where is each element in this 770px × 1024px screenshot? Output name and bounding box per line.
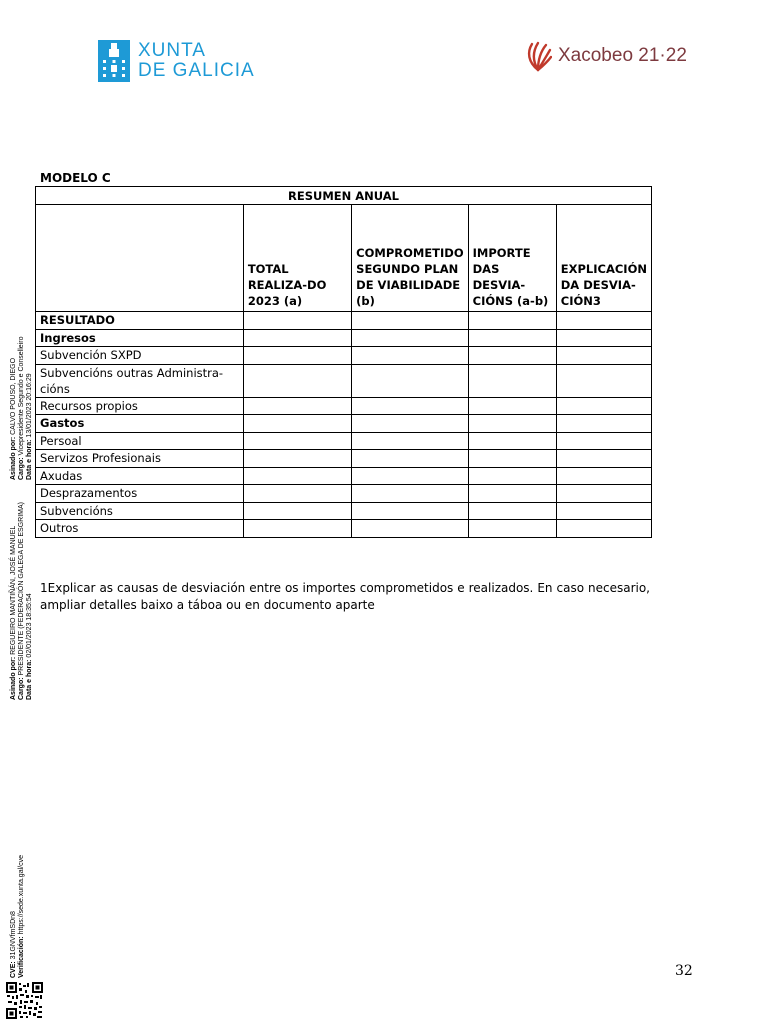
cve-label: CVE: <box>10 961 17 978</box>
signer-role: PRESIDENTE (FEDERACIÓN GALEGA DE ESGRIMA) <box>18 502 25 676</box>
table-row <box>36 397 652 415</box>
scallop-shell-icon <box>524 40 552 72</box>
table-cell <box>556 467 651 485</box>
signature-line <box>26 502 34 700</box>
table-cell <box>468 485 556 503</box>
table-cell <box>352 397 468 415</box>
xacobeo-wordmark: Xacobeo 21·22 <box>558 45 687 66</box>
row-label-outros: Outros <box>36 520 244 538</box>
column-header-committed: COMPROMETIDO SEGUNDO PLAN DE VIABILIDADE (b) <box>352 205 468 312</box>
verification-line <box>18 855 26 978</box>
column-header-explanation: EXPLICACIÓN DA DESVIA-CIÓN3 <box>556 205 651 312</box>
table-cell <box>352 312 468 330</box>
table-row <box>36 415 652 433</box>
signature-label: Cargo: <box>18 677 25 700</box>
cve-code: 31GNVfmSDn8 <box>10 911 17 960</box>
table-cell <box>468 312 556 330</box>
table-cell <box>243 415 351 433</box>
cve-line <box>10 855 18 978</box>
signature-line <box>26 337 34 480</box>
table-cell <box>556 415 651 433</box>
table-row <box>36 329 652 347</box>
header-empty-cell <box>36 205 244 312</box>
table-cell <box>468 397 556 415</box>
table-cell <box>243 520 351 538</box>
table-cell <box>556 485 651 503</box>
row-label-axudas: Axudas <box>36 467 244 485</box>
row-label-subvencions-outras: Subvencións outras Administra-cións <box>36 364 244 397</box>
table-cell <box>468 467 556 485</box>
table-cell <box>556 347 651 365</box>
verification-url: https://sede.xunta.gal/cve <box>18 855 25 935</box>
table-cell <box>556 312 651 330</box>
table-cell <box>243 485 351 503</box>
row-label-desprazamentos: Desprazamentos <box>36 485 244 503</box>
row-label-ingresos: Ingresos <box>36 329 244 347</box>
row-label-gastos: Gastos <box>36 415 244 433</box>
page-number: 32 <box>675 963 693 979</box>
table-cell <box>243 397 351 415</box>
table-cell <box>468 502 556 520</box>
signer-name: CALVO POUSO, DIEGO <box>10 357 17 435</box>
table-row <box>36 467 652 485</box>
signer-role: Vicepresidente Segundo e Conselleiro <box>18 336 25 456</box>
table-cell <box>556 364 651 397</box>
xunta-wordmark <box>138 41 255 81</box>
table-cell <box>556 432 651 450</box>
signature-line <box>10 337 18 480</box>
signature-label: Data e hora: <box>26 439 33 480</box>
table-cell <box>243 347 351 365</box>
table-cell <box>556 397 651 415</box>
signature-line <box>10 502 18 700</box>
table-cell <box>352 520 468 538</box>
table-row <box>36 502 652 520</box>
table-cell <box>243 467 351 485</box>
row-label-persoal: Persoal <box>36 432 244 450</box>
column-header-row <box>36 205 652 312</box>
table-cell <box>243 432 351 450</box>
table-cell <box>352 485 468 503</box>
footnote: 1Explicar as causas de desviación entre os importes comprometidos e realizados. En caso necesario, ampliar detalles baixo a táboa ou en documento aparte <box>40 581 650 612</box>
signature-date: 13/01/2023 20:16:29 <box>26 373 33 438</box>
xunta-logo <box>98 40 255 82</box>
column-header-total: TOTAL REALIZA-DO 2023 (a) <box>243 205 351 312</box>
table-cell <box>468 432 556 450</box>
signature-label: Cargo: <box>18 457 25 480</box>
table-cell <box>352 347 468 365</box>
table-cell <box>352 415 468 433</box>
table-cell <box>468 347 556 365</box>
table-cell <box>352 467 468 485</box>
row-label-recursos-propios: Recursos propios <box>36 397 244 415</box>
table-cell <box>352 432 468 450</box>
table-cell <box>556 450 651 468</box>
xunta-line1: XUNTA <box>138 40 206 61</box>
row-label-subvencion-sxpd: Subvención SXPD <box>36 347 244 365</box>
signature-label: Data e hora: <box>26 659 33 700</box>
table-cell <box>352 364 468 397</box>
verification-label: Verificación: <box>18 936 25 978</box>
qr-code-icon <box>6 982 43 1019</box>
table-cell <box>243 312 351 330</box>
signature-line <box>18 337 26 480</box>
table-cell <box>556 502 651 520</box>
table-cell <box>556 520 651 538</box>
table-cell <box>243 329 351 347</box>
signature-block-2 <box>10 337 34 480</box>
column-header-deviation: IMPORTE DAS DESVIA-CIÓNS (a-b) <box>468 205 556 312</box>
table-cell <box>468 364 556 397</box>
table-title: RESUMEN ANUAL <box>36 187 652 205</box>
xacobeo-logo <box>524 40 687 72</box>
table-row <box>36 347 652 365</box>
row-label-resultado: RESULTADO <box>36 312 244 330</box>
table-cell <box>243 450 351 468</box>
signer-name: REGUEIRO MANTIÑÁN, JOSÉ MANUEL <box>10 525 17 655</box>
signature-line <box>18 502 26 700</box>
annual-summary-table <box>35 186 652 538</box>
signature-block <box>10 502 34 700</box>
table-cell <box>468 450 556 468</box>
table-cell <box>352 450 468 468</box>
table-row <box>36 485 652 503</box>
row-label-subvencions: Subvencións <box>36 502 244 520</box>
table-cell <box>468 415 556 433</box>
table-cell <box>352 502 468 520</box>
model-title: MODELO C <box>40 171 111 185</box>
table-cell <box>556 329 651 347</box>
table-row <box>36 450 652 468</box>
table-cell <box>243 502 351 520</box>
table-cell <box>468 520 556 538</box>
signature-date: 02/01/2023 18:35:54 <box>26 593 33 658</box>
table-row <box>36 520 652 538</box>
xunta-line2: DE GALICIA <box>138 60 255 81</box>
table-row <box>36 364 652 397</box>
row-label-servizos-profesionais: Servizos Profesionais <box>36 450 244 468</box>
table-cell <box>243 364 351 397</box>
signature-label: Asinado por: <box>10 656 17 700</box>
table-row <box>36 312 652 330</box>
signature-label: Asinado por: <box>10 436 17 480</box>
table-row <box>36 432 652 450</box>
table-cell <box>468 329 556 347</box>
galicia-shield-icon <box>98 40 130 82</box>
verification-block <box>10 855 26 978</box>
table-cell <box>352 329 468 347</box>
